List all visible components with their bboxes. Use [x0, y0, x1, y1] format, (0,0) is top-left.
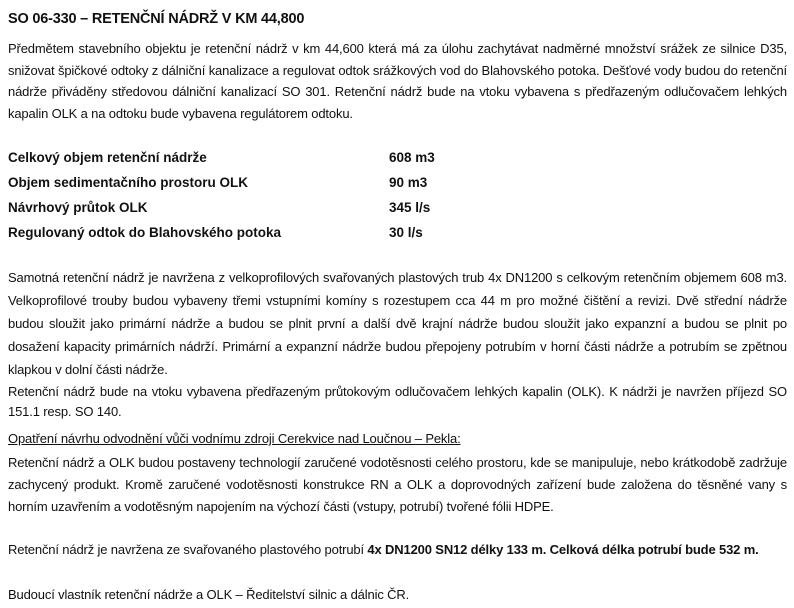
table-row: [8, 172, 435, 197]
param-label: Návrhový průtok OLK: [8, 200, 148, 215]
param-label: Celkový objem retenční nádrže: [8, 150, 207, 165]
subheading-water-source: Opatření návrhu odvodnění vůči vodnímu zdroji Cerekvice nad Loučnou – Pekla:: [8, 431, 461, 446]
param-value: 30 l/s: [389, 225, 423, 240]
intro-paragraph: Předmětem stavebního objektu je retenční nádrž v km 44,600 která má za úlohu zachytávat nadměrné množství srážek ze silnice D35, snižovat špičkové odtoky z dálniční kanalizace a regulovat odtok srážkových vod do Blahovského potoka. Dešťové vody budou do retenční nádrže přiváděny středovou dálniční kanalizací SO 301. Retenční nádrž bude na vtoku vybavena s předřazeným odlučovačem lehkých kapalin OLK a na odtoku bude vybavena regulátorem odtoku.: [8, 41, 787, 121]
param-label: Objem sedimentačního prostoru OLK: [8, 175, 249, 190]
owner-paragraph: Budoucí vlastník retenční nádrže a OLK – Ředitelství silnic a dálnic ČR.: [8, 587, 410, 602]
param-label: Regulovaný odtok do Blahovského potoka: [8, 225, 282, 240]
parameters-table: [8, 147, 435, 247]
table-row: [8, 222, 435, 247]
pipe-paragraph: [8, 540, 787, 560]
param-value: 608 m3: [389, 150, 435, 165]
param-value: 90 m3: [389, 175, 428, 190]
construction-paragraph: Samotná retenční nádrž je navržena z velkoprofilových svařovaných plastových trub 4x DN1200 s celkovým retenčním objemem 608 m3. Velkoprofilové trouby budou vybaveny třemi vstupními komíny s rozestupem cca 44 m pro možné čištění a revizi. Dvě střední nádrže budou sloužit jako primární nádrže a budou se plnit první a další dvě krajní nádrže budou sloužit jako expanzní a budou se plnit po dosažení kapacity primárních nádrží. Primární a expanzní nádrže budou přepojeny potrubím v horní části nádrže a potrubím se zpětnou klapkou v dolní části nádrže.: [8, 270, 787, 377]
waterproofing-paragraph: Retenční nádrž a OLK budou postaveny technologií zaručené vodotěsnosti celého prostoru, kde se manipuluje, nebo krátkodobě zadržuje zachycený produkt. Kromě zaručené vodotěsnosti konstrukce RN a OLK a doprovodných zařízení bude založena do těsněné vany s horním uzavřením a vodotěsným napojením na výchozí části (vstupy, potrubí) tvořené fólii HDPE.: [8, 455, 787, 514]
pipe-text: Retenční nádrž je navržena ze svařovaného plastového potrubí: [8, 542, 368, 557]
olk-paragraph: Retenční nádrž bude na vtoku vybavena předřazeným průtokovým odlučovačem lehkých kapalin (OLK). K nádrži je navržen příjezd SO 151.1 resp. SO 140.: [8, 384, 787, 419]
table-row: [8, 197, 435, 222]
section-title: SO 06-330 – RETENČNÍ NÁDRŽ V KM 44,800: [8, 11, 305, 27]
table-row: [8, 147, 435, 172]
param-value: 345 l/s: [389, 200, 431, 215]
pipe-text-bold: 4x DN1200 SN12 délky 133 m. Celková délka potrubí bude 532 m.: [367, 542, 759, 557]
